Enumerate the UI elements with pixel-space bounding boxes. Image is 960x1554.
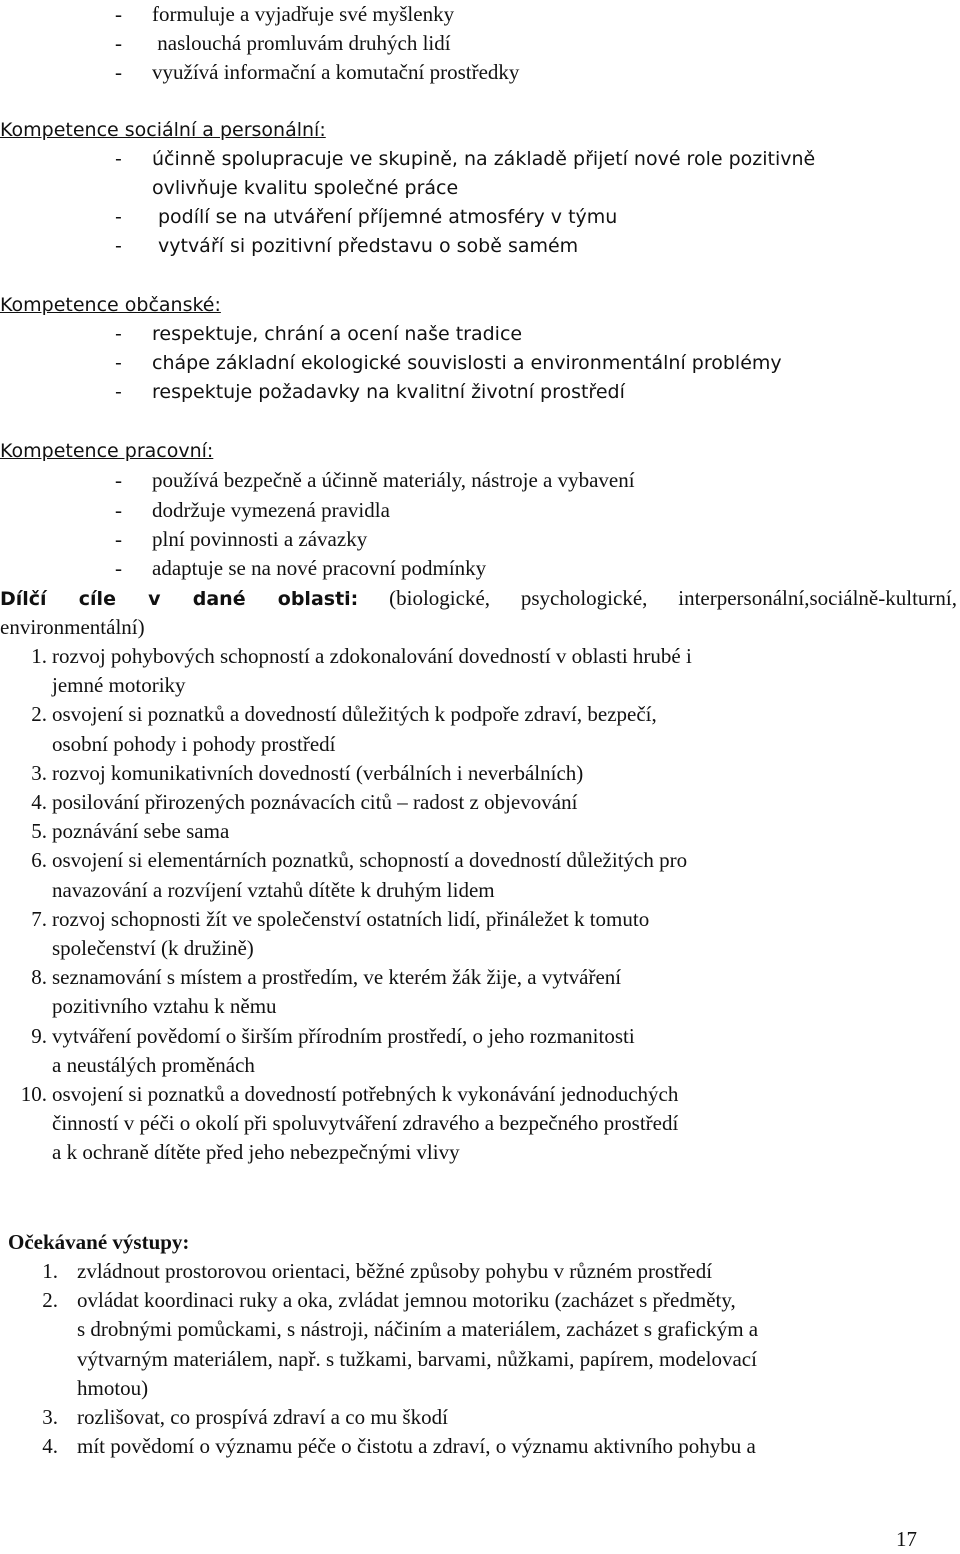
section-heading-work: Kompetence pracovní: [0, 440, 214, 462]
item-text: mít povědomí o významu péče o čistotu a zdraví, o významu aktivního pohybu a [77, 1434, 756, 1459]
item-text: a neustálých proměnách [52, 1052, 255, 1077]
item-text: posilování přirozených poznávacích citů – radost z objevování [52, 790, 578, 814]
document-page: - formuluje a vyjadřuje své myšlenky - naslouchá promluvám druhých lidí - využívá informační a komutační prostředky Kompetence sociální a personální: - účinně spolupracuje ve skupině, na základě přijetí nové role pozitivně ovlivňuje kvalitu společné práce - podílí se na utváření příjemné atmosféry v týmu - vytváří si pozitivní představu o sobě samém Kompetence občanské: - respektuje, chrání a ocení naše tradice - chápe základní ekologické souvislosti a environmentální problémy - respektuje požadavky na kvalitní životní prostředí Kompetence pracovní: - používá bezpečně a účinně materiály, nástroje a vybavení - dodržuje vymezená pravidla - plní povinnosti a závazky - adaptuje se na nové pracovní podmínky Dílčí cíle v dané oblasti: (biologické, psychologické, interpersonální,sociálně-kulturní, environmentální) 1. rozvoj pohybových schopností a zdokonalování dovedností v oblasti hrubé i jemné motoriky 2. osvojení si poznatků a dovedností důležitých k podpoře zdraví, bezpečí, osobní pohody i pohody prostředí 3. rozvoj komunikativních dovedností (verbálních i neverbálních) 4. posilování přirozených poznávacích citů – radost z objevování 5. poznávání sebe sama 6. osvojení si elementárních poznatků, schopností a dovedností důležitých pro navazování a rozvíjení vztahů dítěte k druhým lidem 7. rozvoj schopnosti žít ve společenství ostatních lidí, přináležet k tomuto společenství (k družině) 8. seznamování s místem a prostředím, ve kterém žák žije, a vytváření pozitivního vztahu k němu 9. vytváření povědomí o širším přírodním prostředí, o jeho rozmanitosti a neustálých proměnách 10. osvojení si poznatků a dovedností potřebných k vykonávání jednoduchých činností v péči o okolí při spoluvytváření zdravého a bezpečného prostředí a k ochraně dítěte před jeho nebezpečnými vlivy Očekávané výstupy: 1. zvládnout prostorovou orientaci, běžné způsoby pohybu v různém prostředí 2. ovládat koordinaci ruky a oka, zvládat jemnou motoriku (zacházet s předměty, s drobnými pomůckami, s nástroji, náčiním a materiálem, zacházet s grafickým a výtvarným materiálem, např. s tužkami, barvami, nůžkami, papírem, modelovací hmotou) 3. rozlišovat, co prospívá zdraví a co mu škodí 4. mít povědomí o významu péče o čistotu a zdraví, o významu aktivního pohybu a 17 [0, 0, 960, 1550]
item-number: 6. [31, 848, 47, 873]
item-number: 10. [20, 1082, 47, 1106]
item-text: navazování a rozvíjení vztahů dítěte k druhým lidem [52, 877, 495, 902]
item-text: zvládnout prostorovou orientaci, běžné způsoby pohybu v různém prostředí [77, 1259, 713, 1283]
item-number: 9. [31, 1023, 47, 1048]
item-text: osobní pohody i pohody prostředí [52, 731, 336, 756]
item-text: s drobnými pomůckami, s nástroji, náčiním a materiálem, zacházet s grafickým a [77, 1317, 759, 1342]
item-number: 4. [42, 1434, 58, 1459]
item-number: 2. [31, 702, 47, 727]
item-text: a k ochraně dítěte před jeho nebezpečnými vlivy [52, 1140, 460, 1165]
item-text: pozitivního vztahu k němu [52, 994, 277, 1019]
item-number: 1. [42, 1259, 58, 1283]
item-number: 3. [42, 1405, 58, 1429]
item-text: poznávání sebe sama [52, 819, 230, 844]
item-text: rozvoj schopnosti žít ve společenství ostatních lidí, přináležet k tomuto [52, 906, 650, 931]
item-text: seznamování s místem a prostředím, ve kterém žák žije, a vytváření [52, 965, 622, 990]
item-number: 4. [31, 790, 47, 814]
section-heading-civic: Kompetence občanské: [0, 294, 221, 316]
section-heading-outputs: Očekávané výstupy: [8, 1230, 190, 1254]
goals-intro-continuation: environmentální) [0, 615, 145, 639]
page-number: 17 [896, 1527, 917, 1551]
item-text: rozlišovat, co prospívá zdraví a co mu škodí [77, 1405, 448, 1429]
item-text: činností v péči o okolí při spoluvytváření zdravého a bezpečného prostředí [52, 1111, 679, 1136]
item-number: 5. [31, 819, 47, 844]
item-number: 3. [31, 760, 47, 785]
item-text: hmotou) [77, 1375, 149, 1400]
goals-intro: Dílčí cíle v dané oblasti: (biologické, psychologické, interpersonální,sociálně-kulturní, [0, 586, 957, 610]
item-text: společenství (k družině) [52, 936, 254, 960]
item-text: rozvoj komunikativních dovedností (verbálních i neverbálních) [52, 760, 584, 785]
item-text: osvojení si poznatků a dovedností potřebných k vykonávání jednoduchých [52, 1082, 679, 1106]
item-text: jemné motoriky [52, 673, 186, 698]
item-number: 2. [42, 1288, 58, 1313]
item-text: výtvarným materiálem, např. s tužkami, barvami, nůžkami, papírem, modelovací [77, 1346, 757, 1371]
item-text: rozvoj pohybových schopností a zdokonalování dovedností v oblasti hrubé i [52, 644, 692, 668]
item-number: 8. [31, 965, 47, 990]
item-text: osvojení si poznatků a dovedností důležitých k podpoře zdraví, bezpečí, [52, 702, 657, 727]
item-number: 7. [31, 906, 47, 931]
section-heading-social: Kompetence sociální a personální: [0, 119, 326, 141]
item-text: vytváření povědomí o širším přírodním prostředí, o jeho rozmanitosti [52, 1023, 635, 1048]
item-text: osvojení si elementárních poznatků, schopností a dovedností důležitých pro [52, 848, 688, 873]
item-number: 1. [31, 644, 47, 668]
item-text: ovládat koordinaci ruky a oka, zvládat jemnou motoriku (zacházet s předměty, [77, 1288, 736, 1313]
bullet-item-continuation: ovlivňuje kvalitu společné práce [152, 177, 459, 199]
